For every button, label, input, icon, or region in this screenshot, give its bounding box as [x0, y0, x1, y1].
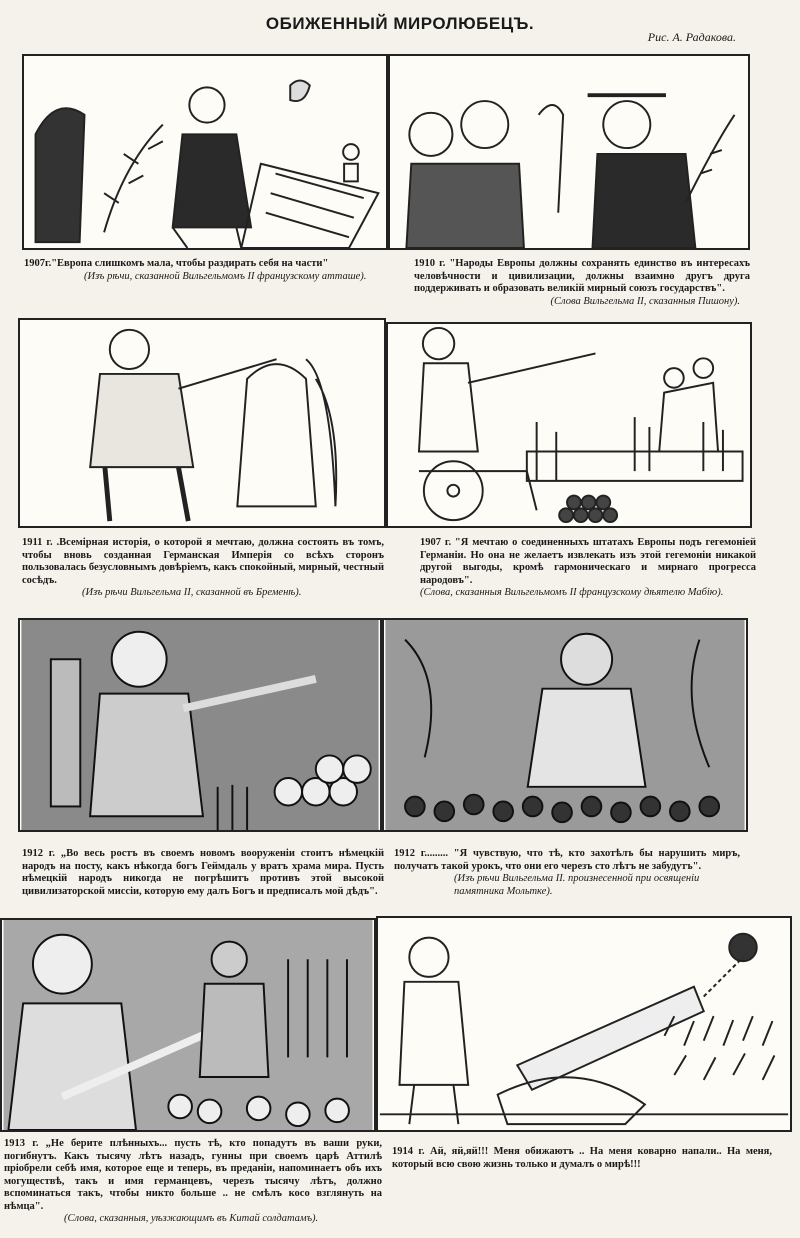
panel-illustration-1907a — [22, 54, 388, 250]
page-title: ОБИЖЕННЫЙ МИРОЛЮБЕЦЪ. — [265, 14, 535, 33]
caption-1907b — [420, 537, 756, 600]
caption-source: (Слова Вильгельма II, сказанныя Пишону). — [550, 295, 740, 307]
caption-source: (Изъ рѣчи Вильгельма II, сказанной въ Бременѣ). — [82, 587, 302, 598]
cartoon-drawing — [390, 56, 748, 248]
caption-quote: 1907г."Европа слишкомъ мала, чтобы раздирать себя на части" — [24, 258, 329, 269]
cartoon-drawing — [388, 324, 750, 526]
caption-source: (Слова, сказанныя, уѣзжающимъ въ Китай солдатамъ). — [64, 1213, 319, 1224]
caption-quote: 1914 г. Ай, яй,яй!!! Меня обижаютъ .. На меня коварно напали.. На меня, который всю свою жизнь только и думалъ о мирѣ!!! — [392, 1146, 772, 1170]
cartoon-drawing — [20, 320, 384, 526]
caption-quote: 1910 г. "Народы Европы должны сохранять единство въ интересахъ человѣчности и цивилизации, должны взаимно другъ друга поддерживать и образовать великiй мирный союзъ государствъ". — [414, 258, 750, 294]
caption-source: (Изъ рѣчи, сказанной Вильгельмомъ II французскому атташе). — [84, 270, 367, 282]
caption-quote: 1911 г. .Всемiрная исторiя, о которой я мечтаю, должна состоять въ томъ, чтобы вновь созданная Германская Имперiя со всѣхъ сторонъ пользовалась безусловнымъ довѣрiемъ, какъ спокойный, мирный, честный сосѣдъ. — [22, 537, 384, 586]
caption-1912b — [394, 848, 740, 898]
panel-illustration-1914 — [376, 916, 792, 1132]
caption-1912a — [22, 848, 384, 898]
caption-1910 — [414, 258, 750, 308]
caption-1914 — [392, 1146, 772, 1171]
caption-quote: 1912 г. „Во весь ростъ въ своемъ новомъ вооруженiи стоитъ нѣмецкiй народъ на посту, какъ нѣкогда богъ Геймдаль у вратъ храма мира. Пусть нѣмецкiй народъ никогда не погрѣшитъ противъ этой высокой цивилизаторской миссiи, которую ему далъ Богъ и предписалъ мой дѣдъ". — [22, 848, 384, 897]
panel-illustration-1912a — [18, 618, 382, 832]
cartoon-drawing — [2, 920, 374, 1130]
caption-quote: 1913 г. „Не берите плѣнныхъ... пусть тѣ, кто попадутъ въ ваши руки, погибнутъ. Какъ тысячу лѣтъ назадъ, гунны при своемъ царѣ Аттилѣ пріобрели себѣ имя, которое еще и теперь, въ преданiи, напоминаетъ объ ихъ могуществѣ, такъ и имя германцевъ, черезъ тысячу лѣтъ, должно вспоминаться такъ, чтобы никто больше .. не смѣлъ косо взглянуть на нѣмца". — [4, 1138, 382, 1212]
caption-1913 — [4, 1138, 382, 1226]
cartoon-drawing — [20, 620, 380, 830]
caption-1907a — [24, 258, 386, 283]
caption-1911 — [22, 537, 384, 600]
panel-illustration-1912b — [382, 618, 748, 832]
caption-source: (Слова, сказанныя Вильгельмомъ II французскому дѣятелю Мабiю). — [420, 587, 724, 598]
panel-illustration-1911 — [18, 318, 386, 528]
panel-illustration-1913 — [0, 918, 376, 1132]
cartoon-drawing — [24, 56, 386, 248]
cartoon-drawing — [378, 918, 790, 1130]
panel-illustration-1907b — [386, 322, 752, 528]
artist-credit: Рис. А. Радакова. — [647, 30, 736, 44]
cartoon-drawing — [384, 620, 746, 830]
caption-quote: 1907 г. "Я мечтаю о соединенныхъ штатахъ Европы подъ гегемонiей Германiи. Но она не желаетъ извлекать изъ этой гегемонiи никакой другой выгоды, кромѣ гармоническаго и мирнаго прогресса народовъ". — [420, 537, 756, 586]
caption-quote: 1912 г......... "Я чувствую, что тѣ, кто захотѣлъ бы нарушить миръ, получатъ такой урокъ, что они его черезъ сто лѣтъ не забудутъ". — [394, 848, 740, 872]
panel-illustration-1910 — [388, 54, 750, 250]
caption-source: (Изъ рѣчи Вильгельма II. произнесенной при освященiи памятника Мольтке). — [454, 873, 700, 897]
